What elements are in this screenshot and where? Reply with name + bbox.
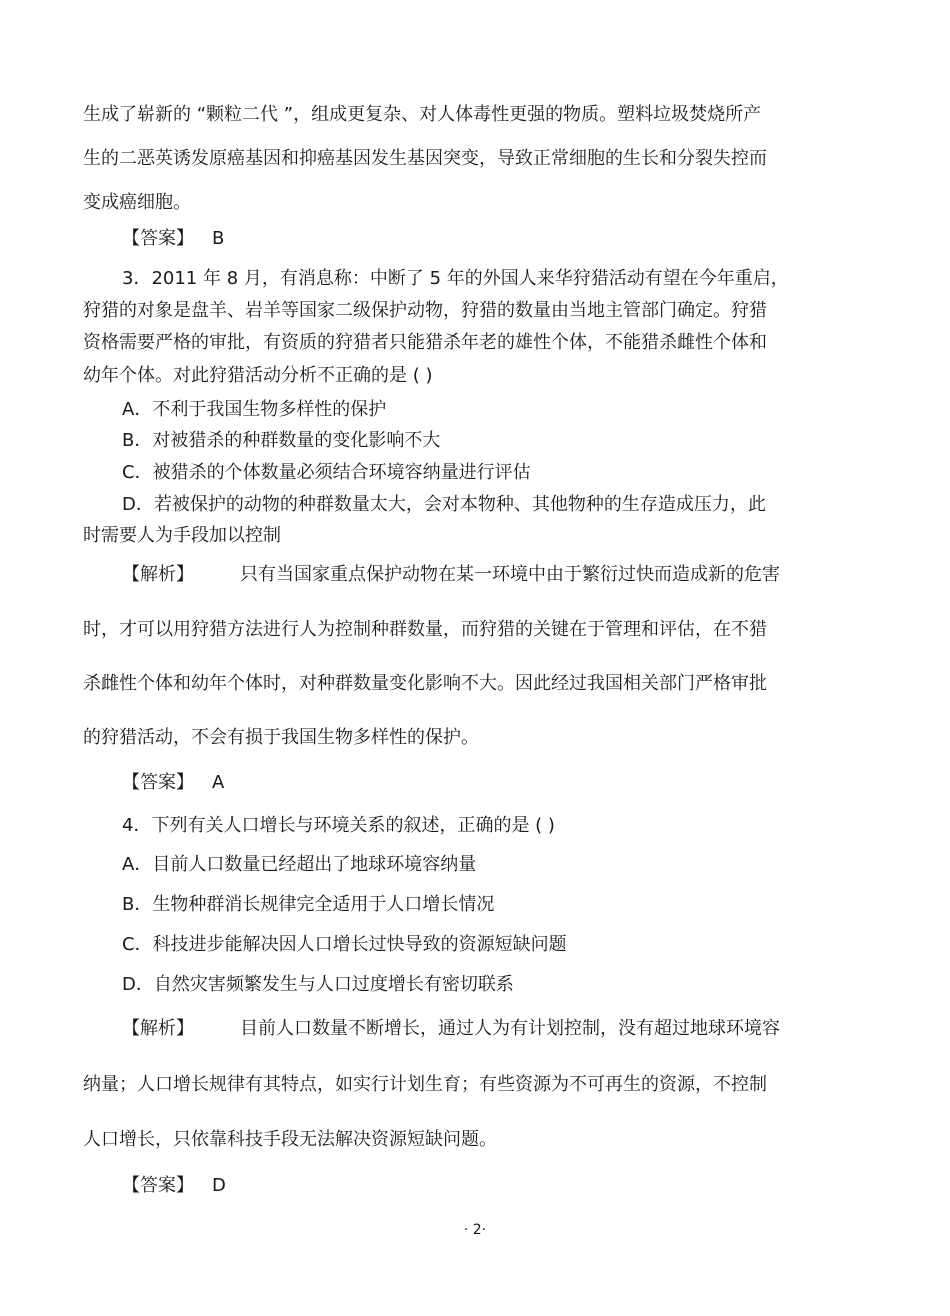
q3-option-d: D．若被保护的动物的种群数量太大，会对本物种、其他物种的生存造成压力，此 bbox=[122, 494, 766, 515]
q4-option-b: B．生物种群消长规律完全适用于人口增长情况 bbox=[122, 894, 495, 915]
q4-analysis: 【解析】 目前人口数量不断增长，通过人为有计划控制，没有超过地球环境容 bbox=[122, 1018, 780, 1039]
q4-stem: 4．下列有关人口增长与环境关系的叙述，正确的是 ( ) bbox=[122, 815, 555, 836]
answer-label: 【答案】 bbox=[122, 772, 194, 793]
answer-row bbox=[122, 771, 873, 795]
q3-stem: 狩猎的对象是盘羊、岩羊等国家二级保护动物，狩猎的数量由当地主管部门确定。狩猎 bbox=[83, 300, 767, 321]
q4-option-d: D．自然灾害频繁发生与人口过度增长有密切联系 bbox=[122, 974, 514, 995]
q3-analysis: 【解析】 只有当国家重点保护动物在某一环境中由于繁衍过快而造成新的危害 bbox=[122, 564, 780, 585]
q3-stem: 3．2011 年 8 月，有消息称：中断了 5 年的外国人来华狩猎活动有望在今年重启， bbox=[122, 268, 789, 289]
page-number: · 2· bbox=[463, 1222, 487, 1238]
q3-stem: 资格需要严格的审批，有资质的狩猎者只能猎杀年老的雄性个体，不能猎杀雌性个体和 bbox=[83, 332, 767, 353]
intro-line: 变成癌细胞。 bbox=[83, 192, 191, 213]
answer-value: D bbox=[212, 1175, 226, 1196]
q3-option-a: A．不利于我国生物多样性的保护 bbox=[122, 399, 387, 420]
intro-line: 生的二恶英诱发原癌基因和抑癌基因发生基因突变，导致正常细胞的生长和分裂失控而 bbox=[83, 148, 767, 169]
answer-value: A bbox=[212, 772, 225, 793]
q3-analysis-line: 的狩猎活动，不会有损于我国生物多样性的保护。 bbox=[83, 727, 479, 748]
q4-analysis-line: 人口增长，只依靠科技手段无法解决资源短缺问题。 bbox=[83, 1129, 497, 1150]
answer-row bbox=[122, 227, 873, 251]
analysis-label: 【解析】 bbox=[122, 564, 194, 585]
q4-analysis-line: 纳量；人口增长规律有其特点，如实行计划生育；有些资源为不可再生的资源，不控制 bbox=[83, 1074, 767, 1095]
q3-option-d-cont: 时需要人为手段加以控制 bbox=[83, 525, 281, 546]
intro-line: 生成了崭新的 “颗粒二代 ”，组成更复杂、对人体毒性更强的物质。塑料垃圾焚烧所产 bbox=[83, 104, 762, 125]
q3-analysis-line: 杀雌性个体和幼年个体时，对种群数量变化影响不大。因此经过我国相关部门严格审批 bbox=[83, 673, 767, 694]
q3-analysis-line: 时，才可以用狩猎方法进行人为控制种群数量，而狩猎的关键在于管理和评估，在不猎 bbox=[83, 619, 767, 640]
answer-label: 【答案】 bbox=[122, 1175, 194, 1196]
q3-stem: 幼年个体。对此狩猎活动分析不正确的是 ( ) bbox=[83, 365, 433, 386]
answer-row bbox=[122, 1174, 873, 1198]
answer-value: B bbox=[212, 228, 225, 249]
answer-label: 【答案】 bbox=[122, 228, 194, 249]
q3-option-b: B．对被猎杀的种群数量的变化影响不大 bbox=[122, 430, 441, 451]
q4-option-c: C．科技进步能解决因人口增长过快导致的资源短缺问题 bbox=[122, 934, 567, 955]
q4-option-a: A．目前人口数量已经超出了地球环境容纳量 bbox=[122, 854, 477, 875]
analysis-label: 【解析】 bbox=[122, 1018, 194, 1039]
q3-option-c: C．被猎杀的个体数量必须结合环境容纳量进行评估 bbox=[122, 462, 531, 483]
